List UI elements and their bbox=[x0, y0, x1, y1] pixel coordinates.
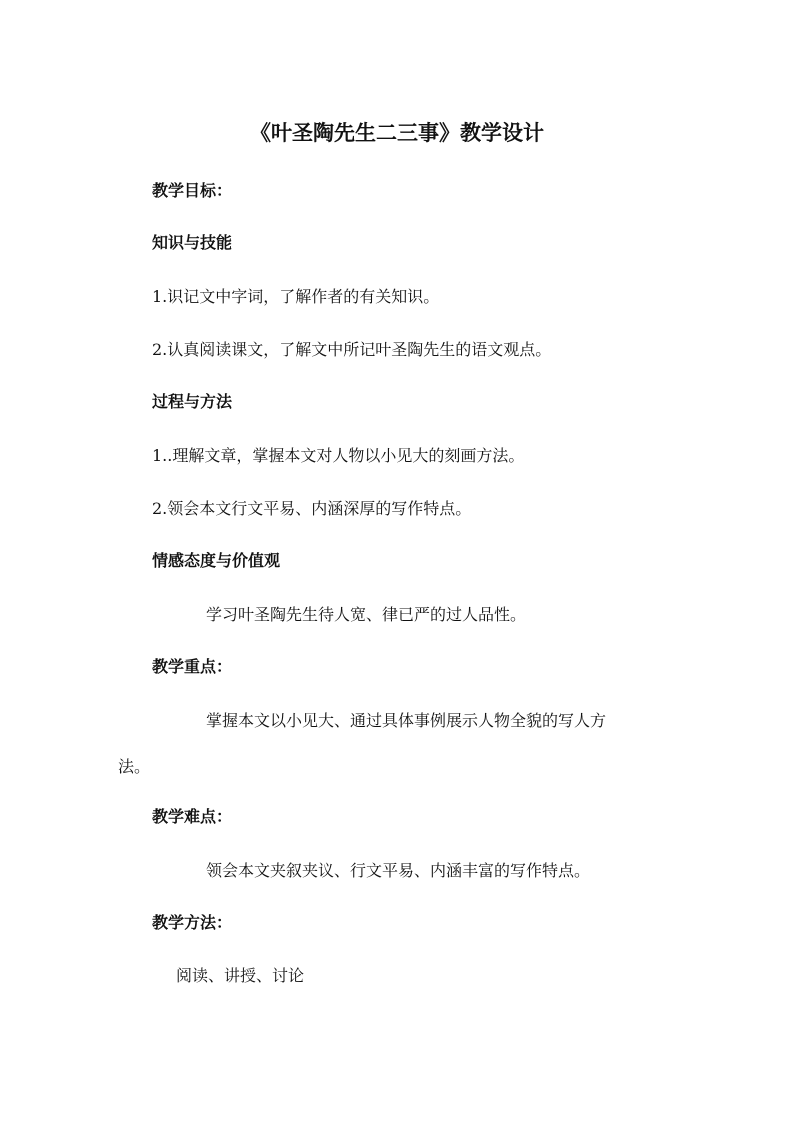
difficulty-heading: 教学难点： bbox=[152, 807, 233, 826]
knowledge-item-2: 2.认真阅读课文，了解文中所记叶圣陶先生的语文观点。 bbox=[152, 340, 552, 359]
document-title: 《叶圣陶先生二三事》教学设计 bbox=[250, 120, 544, 145]
key-points-text-line2: 法。 bbox=[118, 757, 151, 776]
methods-text: 阅读、讲授、讨论 bbox=[176, 966, 305, 985]
knowledge-item-1: 1.识记文中字词，了解作者的有关知识。 bbox=[152, 287, 440, 306]
objectives-heading: 教学目标： bbox=[152, 181, 233, 200]
process-heading: 过程与方法 bbox=[152, 392, 233, 411]
process-item-2: 2.领会本文行文平易、内涵深厚的写作特点。 bbox=[152, 499, 472, 518]
difficulty-text: 领会本文夹叙夹议、行文平易、内涵丰富的写作特点。 bbox=[206, 861, 591, 880]
emotion-text: 学习叶圣陶先生待人宽、律已严的过人品性。 bbox=[206, 605, 527, 624]
key-points-heading: 教学重点： bbox=[152, 657, 233, 676]
emotion-heading: 情感态度与价值观 bbox=[152, 551, 281, 570]
process-item-1: 1..理解文章，掌握本文对人物以小见大的刻画方法。 bbox=[152, 446, 525, 465]
knowledge-heading: 知识与技能 bbox=[152, 233, 233, 252]
key-points-text-line1: 掌握本文以小见大、通过具体事例展示人物全貌的写人方 bbox=[206, 711, 607, 730]
methods-heading: 教学方法： bbox=[152, 913, 233, 932]
